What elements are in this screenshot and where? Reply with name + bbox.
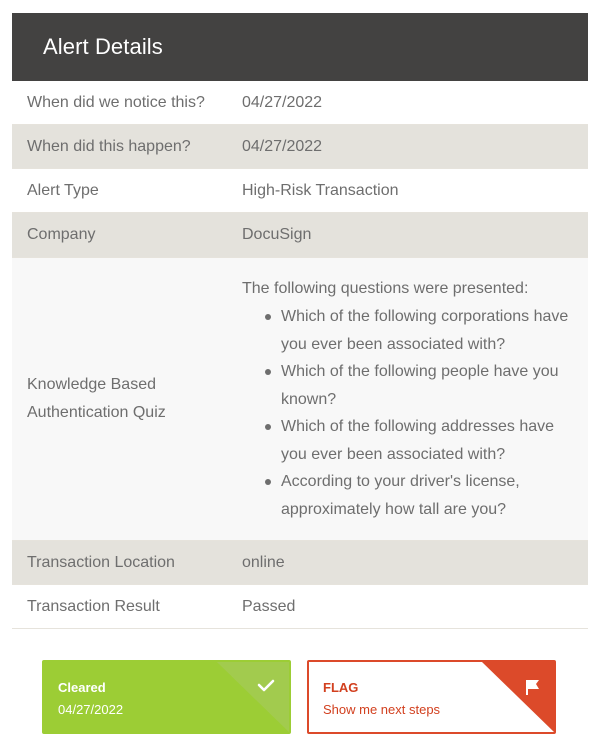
quiz-intro: The following questions were presented:	[242, 280, 529, 297]
row-happened	[12, 125, 588, 169]
row-transaction-result	[12, 585, 588, 629]
row-label: Knowledge Based Authentication Quiz	[27, 376, 166, 421]
flag-title: FLAG	[323, 680, 359, 695]
alert-details-header	[12, 13, 588, 81]
row-kba-quiz	[12, 258, 588, 541]
row-label: Transaction Result	[27, 597, 160, 615]
row-label: Company	[27, 226, 96, 243]
row-company	[12, 213, 588, 258]
action-tiles	[42, 660, 558, 734]
row-noticed	[12, 81, 588, 125]
row-alert-type	[12, 169, 588, 213]
row-value: High-Risk Transaction	[242, 181, 399, 199]
quiz-questions	[242, 303, 576, 523]
flag-subtitle: Show me next steps	[323, 702, 441, 717]
row-label: When did this happen?	[27, 137, 191, 155]
list-item: Which of the following people have you known?	[242, 358, 576, 413]
cleared-date: 04/27/2022	[58, 702, 124, 717]
cleared-title: Cleared	[58, 680, 106, 695]
row-value: online	[242, 553, 285, 571]
row-label: Alert Type	[27, 181, 99, 199]
row-value: 04/27/2022	[242, 93, 323, 111]
check-icon	[217, 662, 289, 732]
row-value: DocuSign	[242, 226, 312, 243]
flag-icon	[482, 662, 554, 732]
row-value: 04/27/2022	[242, 137, 323, 155]
row-label: When did we notice this?	[27, 93, 205, 111]
list-item: According to your driver's license, approximately how tall are you?	[242, 468, 576, 523]
list-item: Which of the following addresses have you ever been associated with?	[242, 413, 576, 468]
cleared-button[interactable]	[42, 660, 291, 734]
row-value	[242, 275, 588, 523]
alert-details-card	[12, 13, 588, 629]
row-label: Transaction Location	[27, 553, 175, 571]
row-value: Passed	[242, 597, 296, 615]
page-title: Alert Details	[43, 34, 163, 59]
flag-button[interactable]	[307, 660, 556, 734]
list-item: Which of the following corporations have you ever been associated with?	[242, 303, 576, 358]
row-transaction-location	[12, 541, 588, 585]
